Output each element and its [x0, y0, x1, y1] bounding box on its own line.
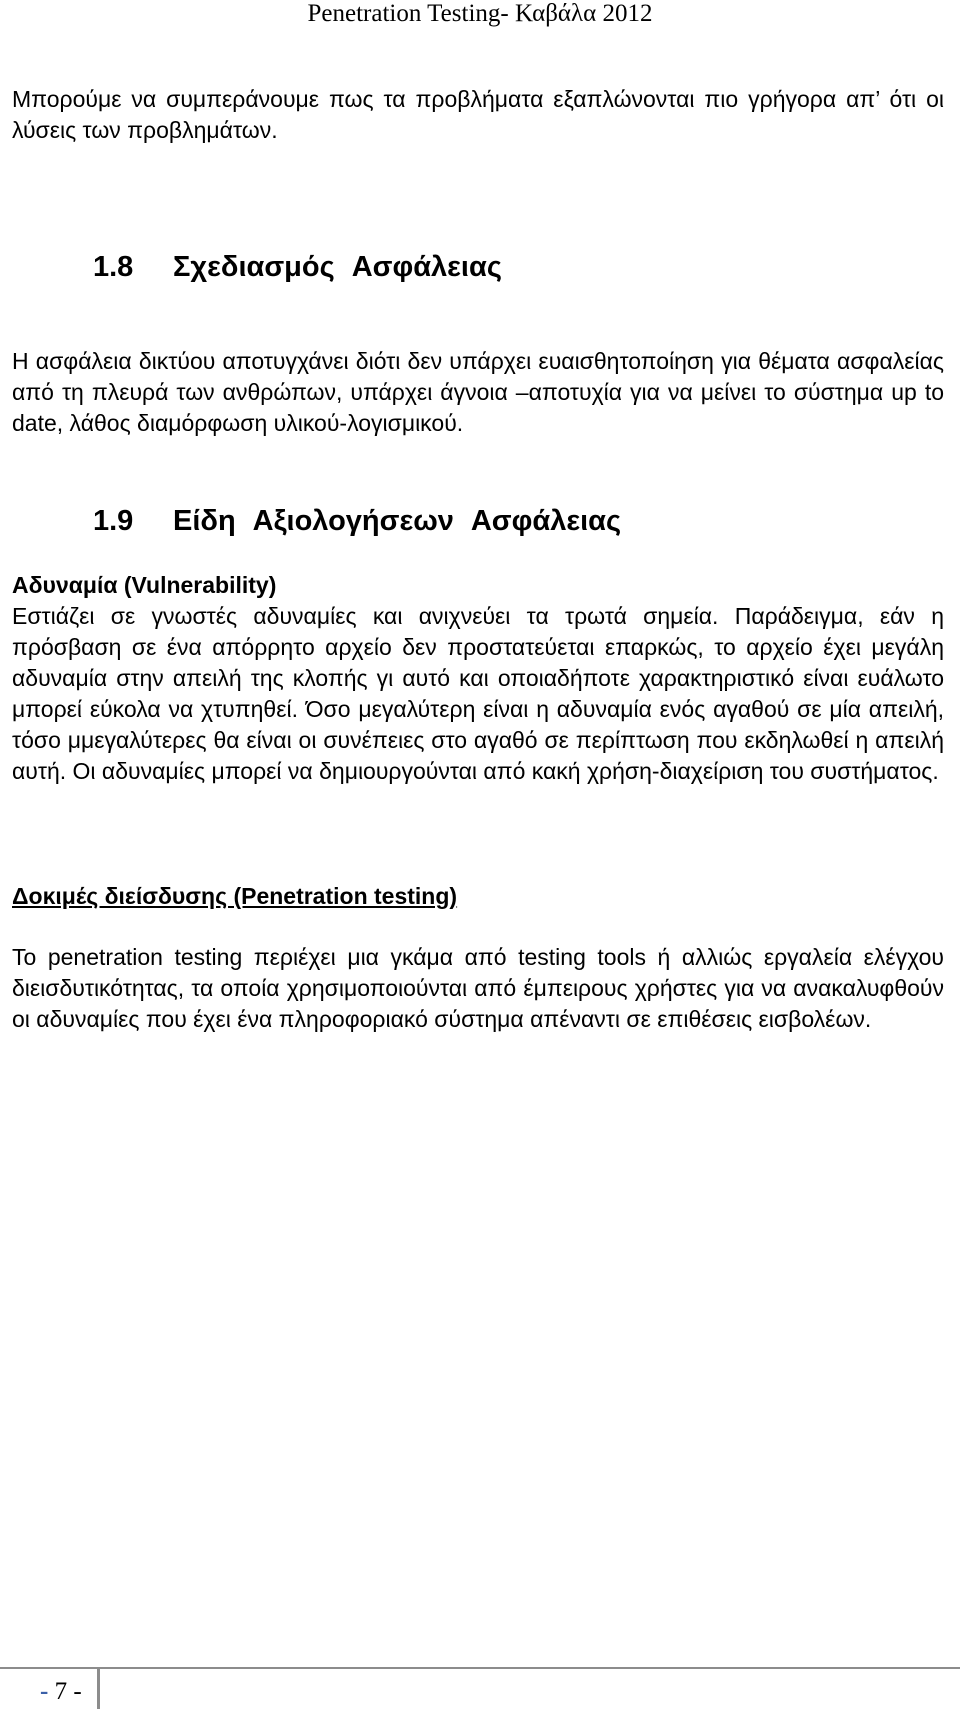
pentest-heading: Δοκιμές διείσδυσης (Penetration testing): [12, 883, 458, 909]
section-1-8-number: 1.8: [93, 251, 134, 283]
page-number-value: 7 -: [48, 1678, 82, 1705]
section-1-9-number: 1.9: [93, 505, 134, 537]
vulnerability-paragraph: Εστιάζει σε γνωστές αδυναμίες και ανιχνεύει τα τρωτά σημεία. Παράδειγμα, εάν η πρόσβαση σε ένα απόρρητο αρχείο δεν προστατεύεται επαρκώς, το αρχείο έχει μεγάλη αδυναμία στην απειλή της κλοπής γι αυτό και οποιαδήποτε χαρακτηριστικό είναι ευάλωτο μπορεί εύκολα να χτυπηθεί. Όσο μεγαλύτερη είναι η αδυναμία ενός αγαθού σε μία απειλή, τόσο μμεγαλύτερες θα είναι οι συνέπειες στο αγαθό σε περίπτωση που εκδηλωθεί η απειλή αυτή. Οι αδυναμίες μπορεί να δημιουργούνται από κακή χρήση-διαχείριση του συστήματος.: [12, 603, 944, 784]
footer-horizontal-rule: [0, 1667, 960, 1669]
page-number: [40, 1678, 82, 1706]
section-1-9-title: Είδη Αξιολογήσεων Ασφάλειας: [173, 505, 622, 537]
intro-paragraph: Μπορούμε να συμπεράνουμε πως τα προβλήματα εξαπλώνονται πιο γρήγορα απ’ ότι οι λύσεις των προβλημάτων.: [12, 86, 944, 143]
section-1-8-heading: [93, 250, 502, 284]
footer-vertical-rule: [97, 1668, 100, 1709]
page-number-dash: -: [40, 1678, 49, 1705]
section-1-8-paragraph: Η ασφάλεια δικτύου αποτυγχάνει διότι δεν υπάρχει ευαισθητοποίηση για θέματα ασφαλείας από τη πλευρά των ανθρώπων, υπάρχει άγνοια –αποτυχία για να μείνει το σύστημα up to date, λάθος διαμόρφωση υλικού-λογισμικού.: [12, 348, 944, 436]
section-1-9-heading: [93, 504, 621, 538]
section-1-8-title: Σχεδιασμός Ασφάλειας: [173, 251, 502, 283]
running-header: Penetration Testing- Καβάλα 2012: [307, 0, 653, 27]
pentest-paragraph: Το penetration testing περιέχει μια γκάμα από testing tools ή αλλιώς εργαλεία ελέγχου διεισδυτικότητας, τα οποία χρησιμοποιούνται από έμπειρους χρήστες για να ανακαλυφθούν οι αδυναμίες που έχει ένα πληροφοριακό σύστημα απέναντι σε επιθέσεις εισβολέων.: [12, 944, 944, 1032]
vulnerability-heading: Αδυναμία (Vulnerability): [12, 572, 277, 598]
